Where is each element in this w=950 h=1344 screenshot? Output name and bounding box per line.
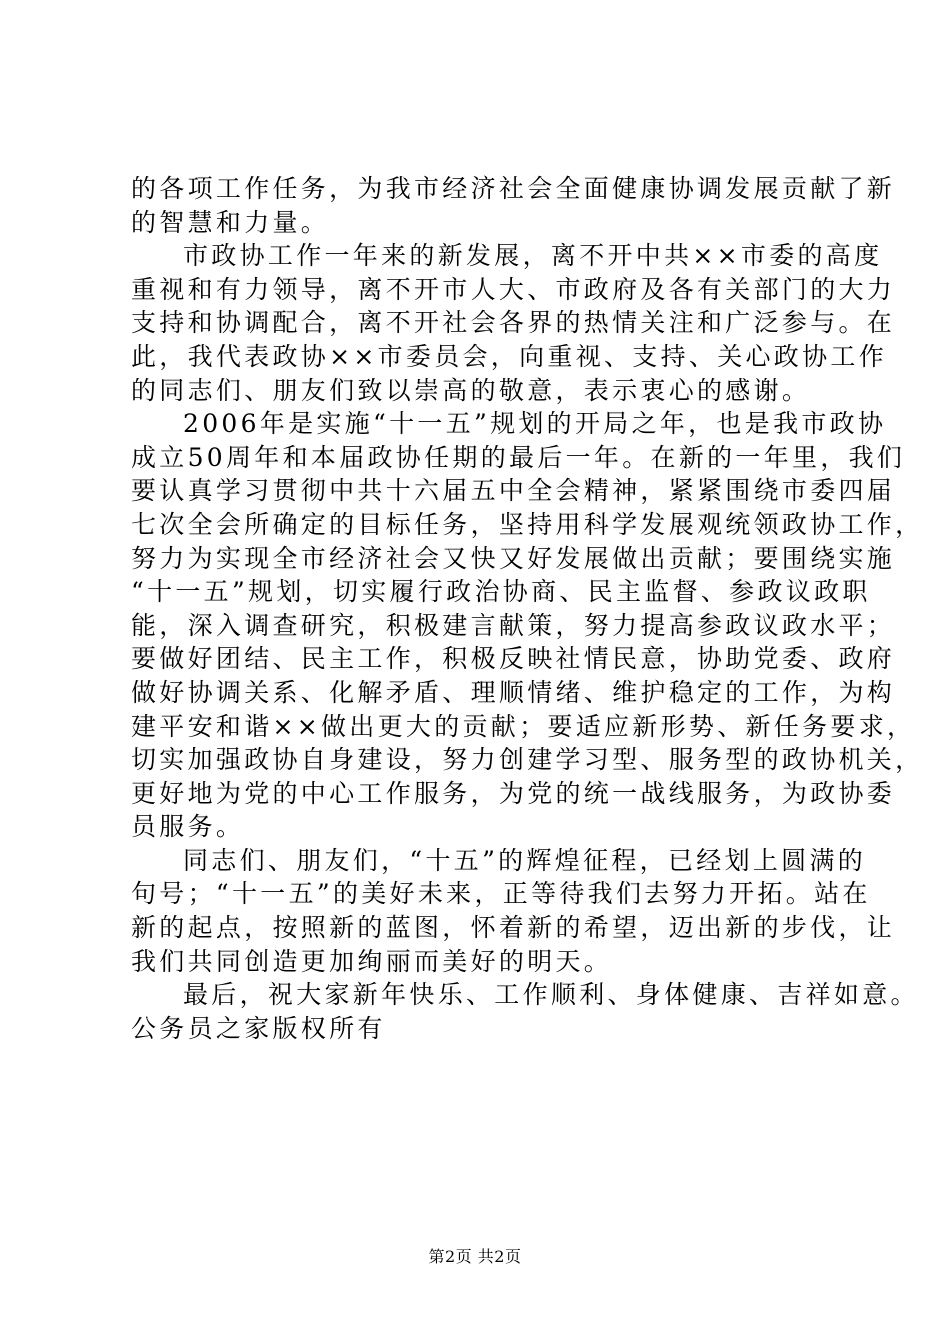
paragraph-start-line: 同志们、朋友们，“十五”的辉煌征程，已经划上圆满的 [183,845,867,875]
text-line: 要认真学习贯彻中共十六届五中全会精神，紧紧围绕市委四届 [131,476,896,506]
text-line: 切实加强政协自身建设，努力创建学习型、服务型的政协机关， [131,745,924,775]
copyright-line: 公务员之家版权所有 [131,1013,386,1043]
text-line: “十一五”规划，切实履行政治协商、民主监督、参政议政职 [131,577,871,607]
text-line: 我们共同创造更加绚丽而美好的明天。 [131,946,613,976]
paragraph-start-line: 最后，祝大家新年快乐、工作顺利、身体健康、吉祥如意。 [183,980,919,1010]
text-line: 员服务。 [131,812,245,842]
text-line: 建平安和谐××做出更大的贡献；要适应新形势、新任务要求， [131,711,916,741]
text-line: 七次全会所确定的目标任务，坚持用科学发展观统领政协工作， [131,509,924,539]
text-line: 新的起点，按照新的蓝图，怀着新的希望，迈出新的步伐，让 [131,913,896,943]
page-number-footer: 第2页 共2页 [428,1247,522,1266]
paragraph-start-line: 2006年是实施“十一五”规划的开局之年，也是我市政协 [183,409,887,439]
text-line: 重视和有力领导，离不开市人大、市政府及各有关部门的大力 [131,274,896,304]
text-line: 的智慧和力量。 [131,207,330,237]
text-line: 此，我代表政协××市委员会，向重视、支持、关心政协工作 [131,341,887,371]
text-line: 支持和协调配合，离不开社会各界的热情关注和广泛参与。在 [131,308,896,338]
document-body [131,172,924,1045]
text-line: 成立50周年和本届政协任期的最后一年。在新的一年里，我们 [131,442,906,472]
text-line: 能，深入调查研究，积极建言献策，努力提高参政议政水平； [131,610,896,640]
text-line: 要做好团结、民主工作，积极反映社情民意，协助党委、政府 [131,644,896,674]
paragraph-start-line: 市政协工作一年来的新发展，离不开中共××市委的高度 [183,241,883,271]
text-line: 句号；“十一五”的美好未来，正等待我们去努力开拓。站在 [131,879,871,909]
text-line: 更好地为党的中心工作服务，为党的统一战线服务，为政协委 [131,778,896,808]
text-line: 做好协调关系、化解矛盾、理顺情绪、维护稳定的工作，为构 [131,677,896,707]
text-line: 的各项工作任务，为我市经济社会全面健康协调发展贡献了新 [131,174,896,203]
text-line: 努力为实现全市经济社会又快又好发展做出贡献；要围绕实施 [131,543,896,573]
text-line: 的同志们、朋友们致以崇高的敬意，表示衷心的感谢。 [131,375,811,405]
